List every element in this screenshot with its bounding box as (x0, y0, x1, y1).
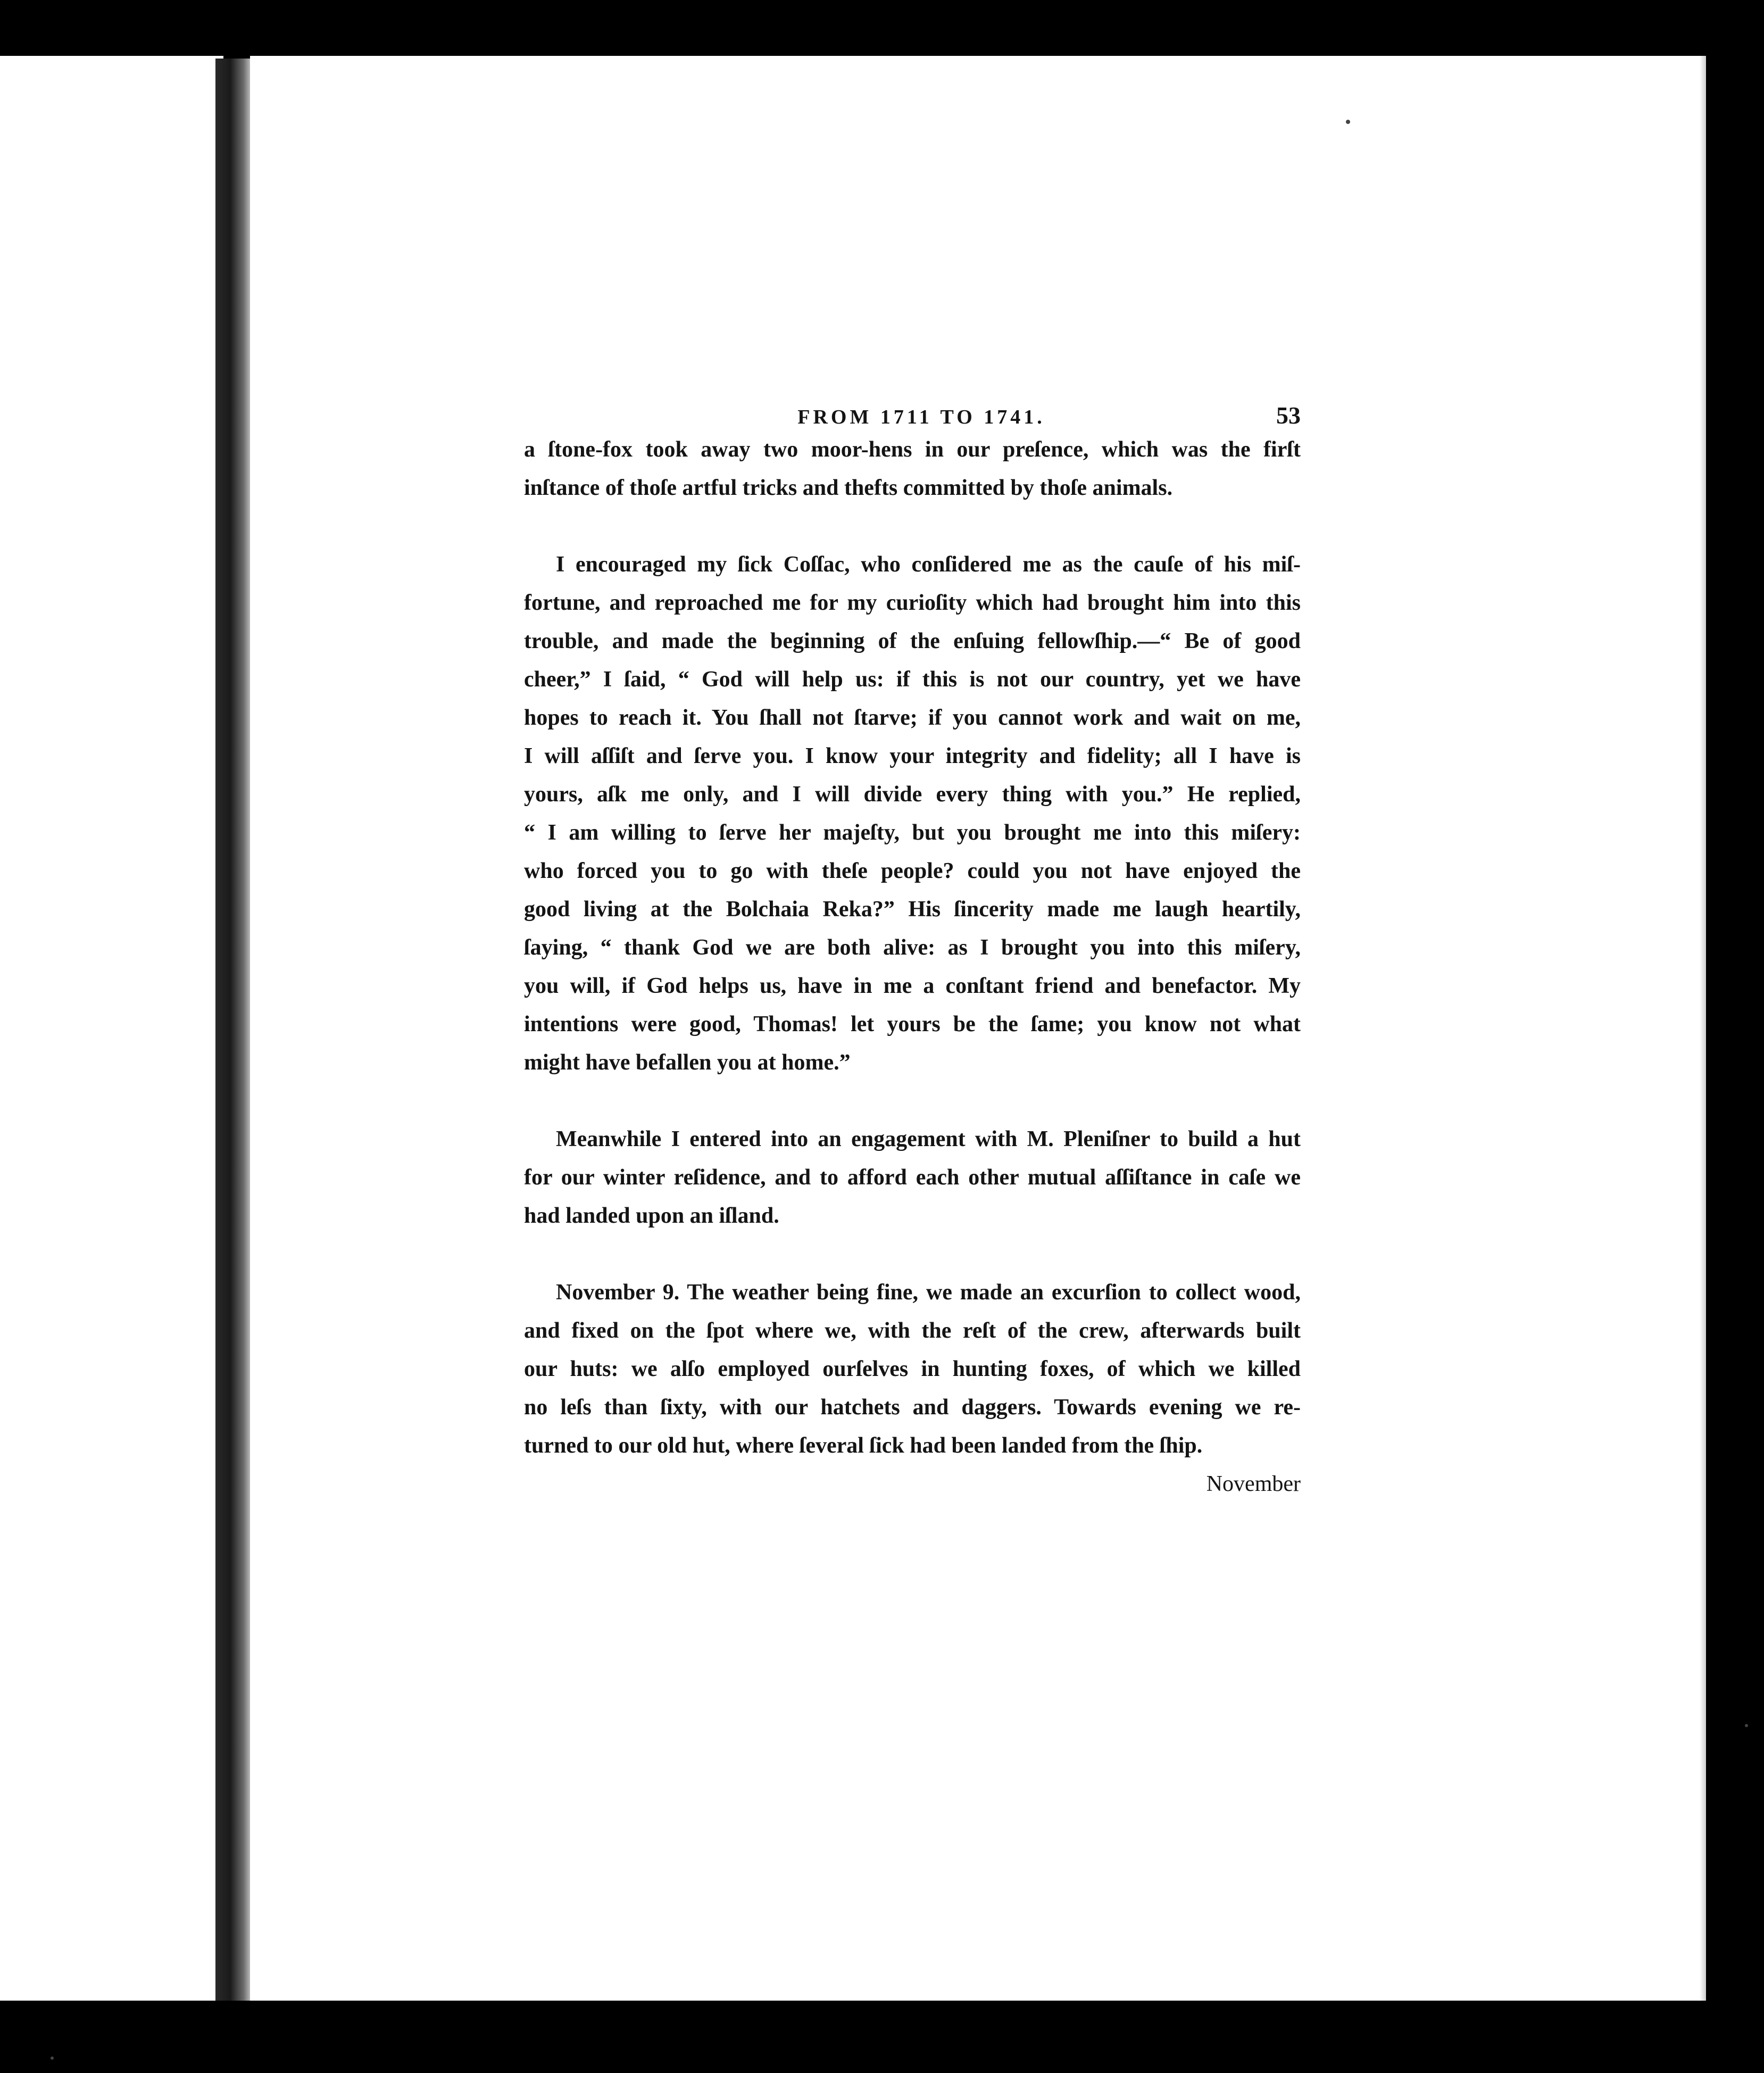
text-line: inſtance of thoſe artful tricks and thefts committed by thoſe animals. (524, 476, 1173, 500)
text-line: good living at the Bolchaia Reka?” His ſincerity made me laugh heartily, (524, 897, 1301, 922)
running-head (524, 396, 1301, 429)
paragraph-1 (524, 430, 1301, 507)
text-line: hopes to reach it. You ſhall not ſtarve; if you cannot work and wait on me, (524, 706, 1301, 730)
paragraph-3 (524, 1120, 1301, 1235)
text-line: turned to our old hut, where ſeveral ſick had been landed from the ſhip. (524, 1433, 1203, 1458)
catchword: November (1206, 1472, 1301, 1496)
page-text (524, 396, 1301, 1503)
page-number: 53 (1276, 402, 1301, 429)
text-line: November 9. The weather being fine, we made an excurſion to collect wood, (556, 1280, 1301, 1305)
dust-speck (1346, 120, 1350, 124)
left-page-blank (0, 56, 223, 2001)
text-line: a ſtone-fox took away two moor-hens in our preſence, which was the firſt (524, 437, 1301, 462)
text-line: Meanwhile I entered into an engagement with M. Pleniſner to build a hut (556, 1127, 1301, 1151)
text-line: I will aſſiſt and ſerve you. I know your integrity and fidelity; all I have is (524, 744, 1301, 768)
running-title: FROM 1711 TO 1741. (797, 406, 1045, 428)
text-line: no leſs than ſixty, with our hatchets and daggers. Towards evening we re- (524, 1395, 1301, 1420)
text-line: I encouraged my ſick Coſſac, who conſidered me as the cauſe of his miſ- (556, 552, 1301, 577)
text-line: ſaying, “ thank God we are both alive: as I brought you into this miſery, (524, 935, 1301, 960)
text-line: trouble, and made the beginning of the enſuing fellowſhip.—“ Be of good (524, 629, 1301, 653)
text-line: yours, aſk me only, and I will divide every thing with you.” He replied, (524, 782, 1301, 807)
text-line: our huts: we alſo employed ourſelves in hunting foxes, of which we killed (524, 1357, 1301, 1381)
paragraph-4 (524, 1273, 1301, 1465)
text-line: intentions were good, Thomas! let yours be the ſame; you know not what (524, 1012, 1301, 1036)
book-gutter (215, 59, 253, 2001)
text-line: might have befallen you at home.” (524, 1050, 851, 1075)
text-line: and fixed on the ſpot where we, with the reſt of the crew, afterwards built (524, 1319, 1301, 1343)
text-line: cheer,” I ſaid, “ God will help us: if this is not our country, yet we have (524, 667, 1301, 692)
text-line: who forced you to go with theſe people? could you not have enjoyed the (524, 859, 1301, 883)
text-line: for our winter reſidence, and to afford each other mutual aſſiſtance in caſe we (524, 1165, 1301, 1190)
text-line: had landed upon an iſland. (524, 1204, 779, 1228)
text-line: “ I am willing to ſerve her majeſty, but you brought me into this miſery: (524, 820, 1301, 845)
text-line: you will, if God helps us, have in me a conſtant friend and benefactor. My (524, 974, 1301, 998)
text-line: fortune, and reproached me for my curioſity which had brought him into this (524, 591, 1301, 615)
page-edge (1700, 56, 1706, 2001)
paragraph-2 (524, 545, 1301, 1082)
dust-speck (51, 2057, 54, 2060)
dust-speck (1745, 1724, 1748, 1727)
